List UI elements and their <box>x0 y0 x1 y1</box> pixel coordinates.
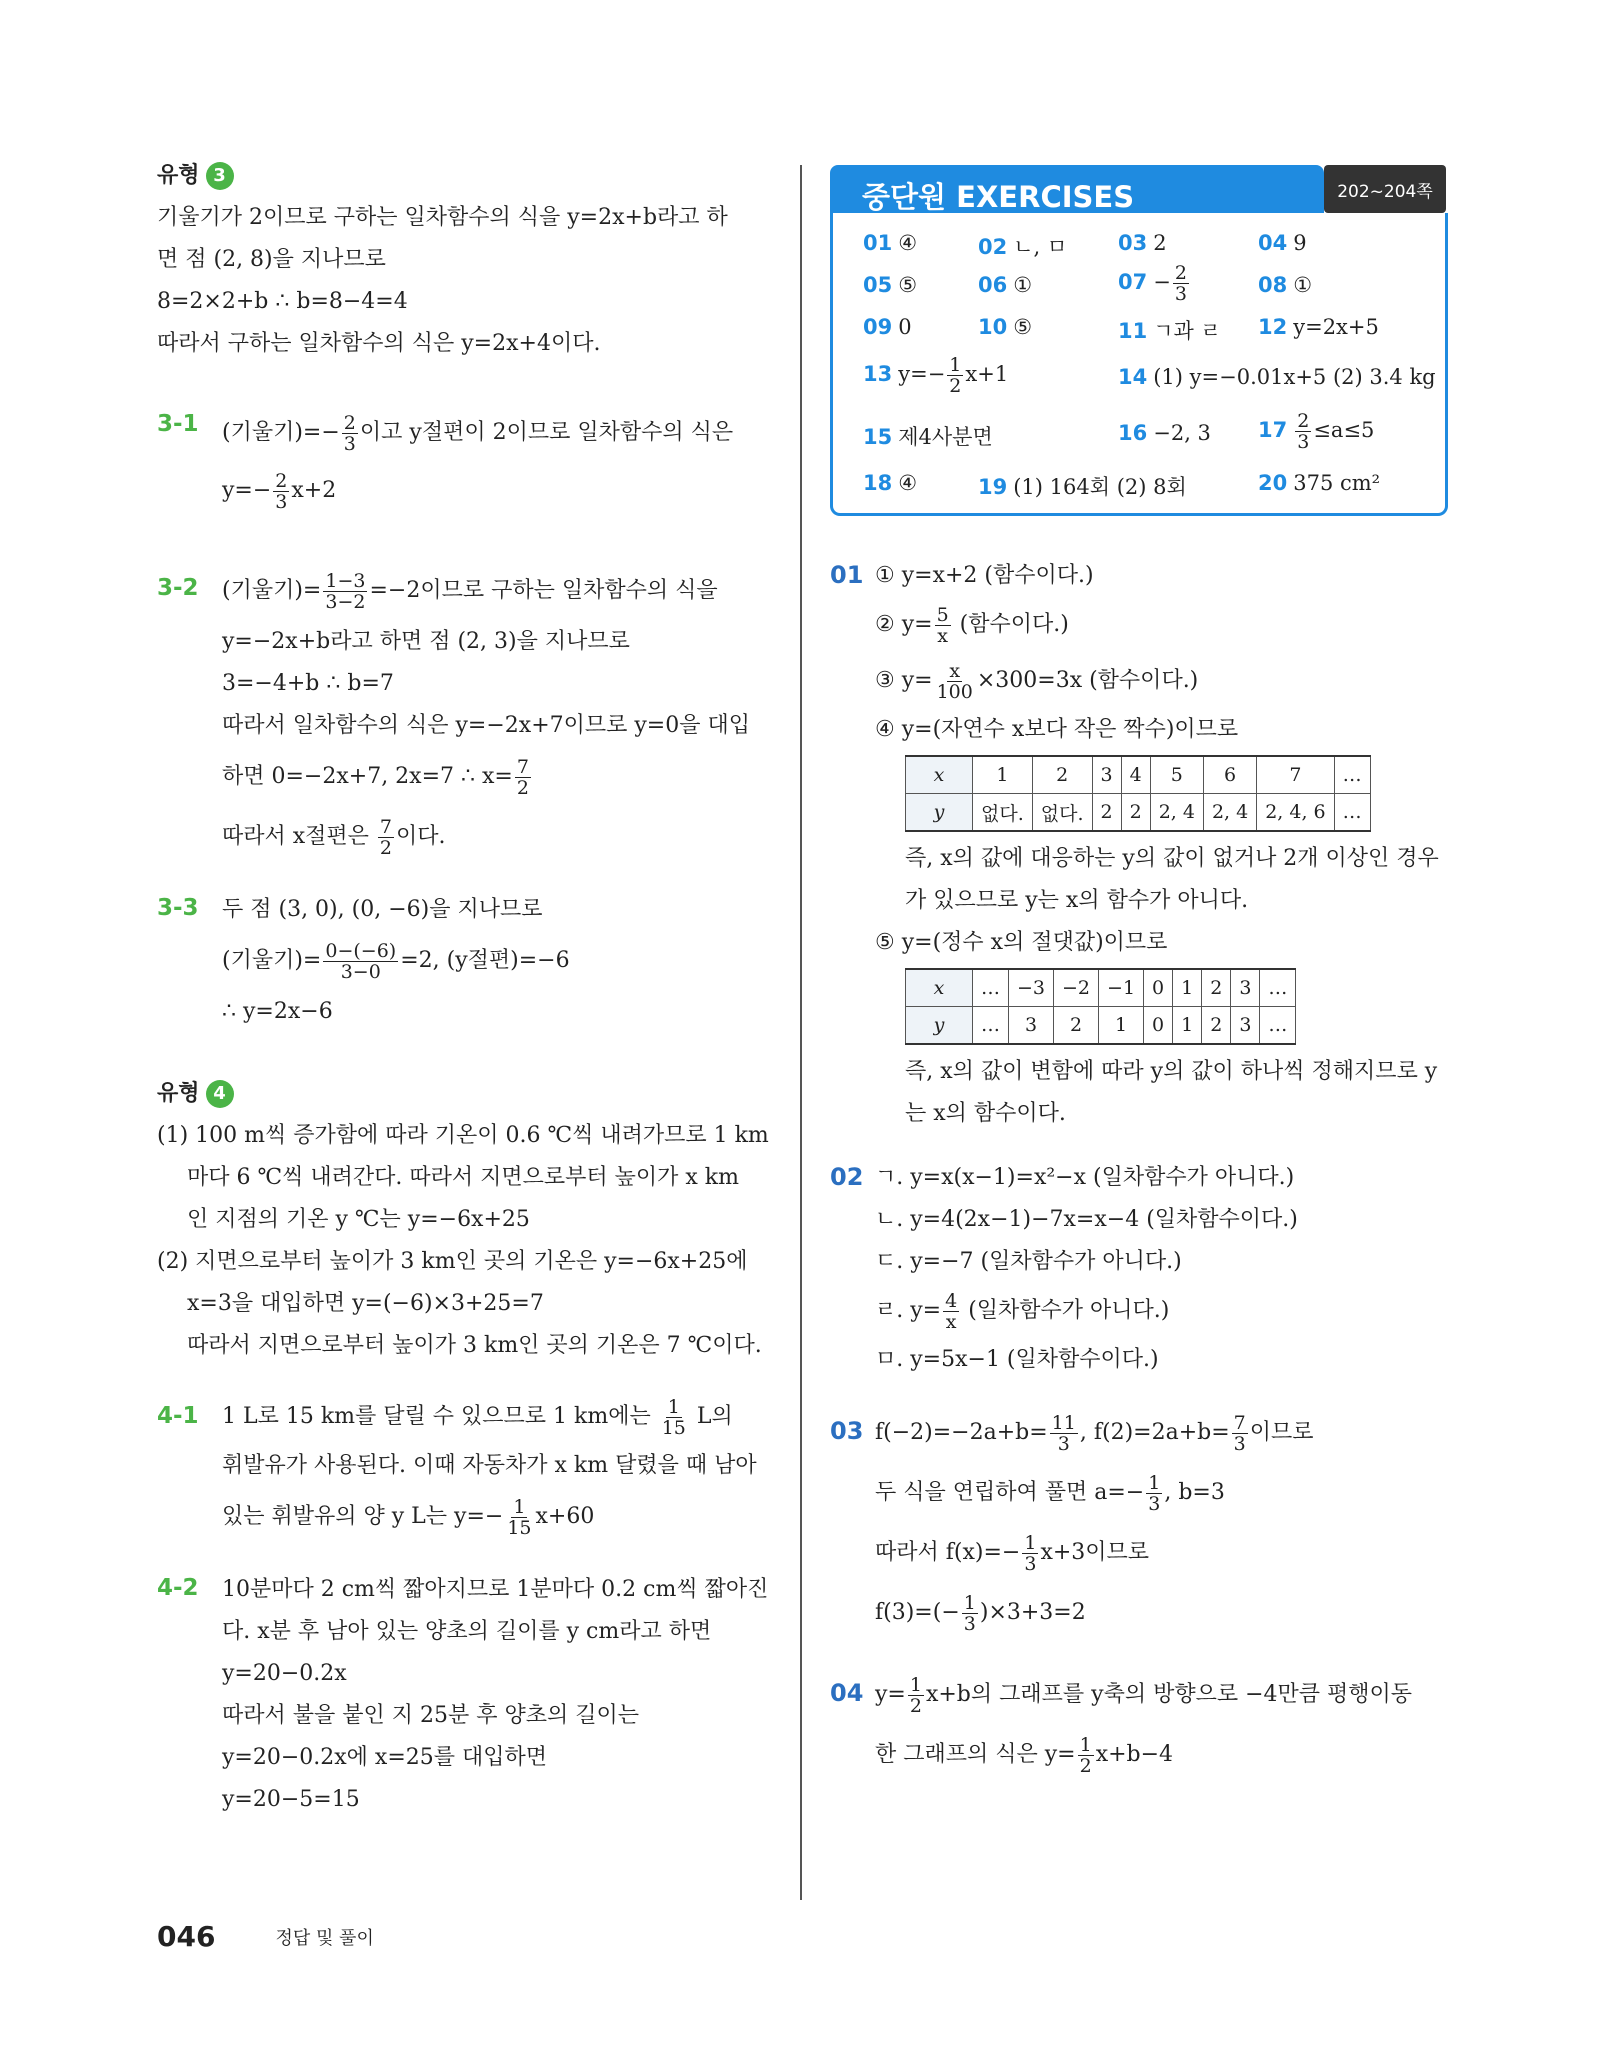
text-line: ㅁ. y=5x−1 (일차함수이다.) <box>875 1347 1159 1372</box>
fraction: $\frac{7}{2}$ <box>379 815 392 859</box>
table-cell: 3 <box>1009 1007 1054 1045</box>
table-cell: −2 <box>1054 969 1099 1007</box>
type-label: 유형 <box>157 1081 200 1106</box>
question-number: 03 <box>830 1417 864 1445</box>
text-line: ㄱ. y=x(x−1)=x²−x (일차함수가 아니다.) <box>875 1165 1295 1190</box>
table-header-cell: y <box>906 794 973 832</box>
table-header-cell: y <box>906 1007 973 1045</box>
problem-3-3 <box>157 889 772 1033</box>
text: 있는 휘발유의 양 y L는 y=− <box>222 1504 504 1529</box>
table-cell: … <box>1334 756 1370 794</box>
problem-number: 3-2 <box>157 575 199 601</box>
type-4-heading <box>157 1073 772 1115</box>
table-cell: 6 <box>1203 756 1256 794</box>
text-line: 3=−4+b ∴ b=7 <box>222 671 394 696</box>
fraction: $\frac{1}{15}$ <box>661 1395 686 1439</box>
fraction: $\frac{1}{2}$ <box>1079 1733 1092 1777</box>
answer-14: 14 (1) y=−0.01x+5 (2) 3.4 kg <box>1118 365 1436 389</box>
text-line: 즉, x의 값이 변함에 따라 y의 값이 하나씩 정해지므로 y <box>905 1059 1438 1084</box>
problem-number: 3-3 <box>157 895 199 921</box>
solution-01: 01 ① y=x+2 (함수이다.) ② y= $\frac{5}{x}$ (함수이다.) ③ y= $\frac{x}{100}$ ×300=3x (함수이다.) ④ y=(자연수 x보다 작은 짝수)이므로 x 1 2 3 4 5 6 7 … y 없다. 없다. 2 2 2, 4 2, 4 2, 4, 6 … 즉, x의 값에 대응하는 y의 값이 없거나 2개 이상인 경우 가 있으므로 y는 x의 함수가 아니다. ⑤ y=(정수 x의 절댓값)이므로 x … −3 −2 −1 0 1 2 3 … y … 3 2 1 0 1 2 3 … 즉, x의 값이 변함에 따라 y의 값이 하나씩 정해지므로 y 는 x의 함수이다. <box>830 555 1450 1135</box>
table-cell: 3 <box>1231 969 1260 1007</box>
fraction: $\frac{2}{3}$ <box>343 411 356 455</box>
question-number: 02 <box>830 1163 864 1191</box>
question-number: 01 <box>830 561 864 589</box>
problem-number: 4-1 <box>157 1403 199 1429</box>
problem-4-2 <box>157 1569 772 1821</box>
text-line: 따라서 일차함수의 식은 y=−2x+7이므로 y=0을 대입 <box>222 713 750 738</box>
solution-02: 02 ㄱ. y=x(x−1)=x²−x (일차함수가 아니다.) ㄴ. y=4(2x−1)−7x=x−4 (일차함수이다.) ㄷ. y=−7 (일차함수가 아니다.) ㄹ. y= $\frac{4}{x}$ (일차함수가 아니다.) ㅁ. y=5x−1 (일차함수이다.) <box>830 1157 1450 1381</box>
text-line: 두 점 (3, 0), (0, −6)을 지나므로 <box>222 897 543 922</box>
fraction: $\frac{0-(-6)}{3-0}$ <box>325 939 397 983</box>
text-line: 따라서 구하는 일차함수의 식은 y=2x+4이다. <box>157 331 601 356</box>
fraction: $\frac{1}{3}$ <box>1148 1471 1161 1515</box>
answer-15: 15 제4사분면 <box>863 425 993 449</box>
fraction: $\frac{7}{2}$ <box>516 755 529 799</box>
text: 1 L로 15 km를 달릴 수 있으므로 1 km에는 <box>222 1404 658 1429</box>
text-line: 면 점 (2, 8)을 지나므로 <box>157 247 386 272</box>
text: =−2이므로 구하는 일차함수의 식을 <box>369 578 718 603</box>
text-line: 인 지점의 기온 y ℃는 y=−6x+25 <box>187 1207 530 1232</box>
table-cell: … <box>973 969 1009 1007</box>
table-cell: … <box>1260 1007 1296 1045</box>
exercises-box <box>830 155 1448 517</box>
text-line: 다. x분 후 남아 있는 양초의 길이를 y cm라고 하면 <box>222 1619 712 1644</box>
table-cell: −3 <box>1009 969 1054 1007</box>
text-line: 10분마다 2 cm씩 짧아지므로 1분마다 0.2 cm씩 짧아진 <box>222 1577 769 1602</box>
table-cell: … <box>1334 794 1370 832</box>
text-line: ㄷ. y=−7 (일차함수가 아니다.) <box>875 1249 1182 1274</box>
table-cell: 없다. <box>973 794 1033 832</box>
answer-03: 03 2 <box>1118 231 1167 255</box>
text-line: y=20−0.2x <box>222 1661 347 1686</box>
text-line: y=20−0.2x에 x=25를 대입하면 <box>222 1745 548 1770</box>
text: 이다. <box>396 824 446 849</box>
text: y=− <box>222 478 272 503</box>
left-column <box>157 155 772 1821</box>
text: (기울기)= <box>222 578 322 603</box>
table-cell: 없다. <box>1032 794 1092 832</box>
text-line: (2) 지면으로부터 높이가 3 km인 곳의 기온은 y=−6x+25에 <box>157 1249 748 1274</box>
text-line: 즉, x의 값에 대응하는 y의 값이 없거나 2개 이상인 경우 <box>905 846 1439 871</box>
text-line: 는 x의 함수이다. <box>905 1101 1066 1126</box>
solution-03: 03 f(−2)=−2a+b= $\frac{11}{3}$ , f(2)=2a+b= $\frac{7}{3}$ 이므로 두 식을 연립하여 풀면 a=− $\frac{1}{3}$ , b=3 따라서 f(x)=− $\frac{1}{3}$ x+3이므로 f(3)=(− $\frac{1}{3}$ )×3+3=2 <box>830 1411 1314 1635</box>
text: 따라서 x절편은 <box>222 824 376 849</box>
text: x+60 <box>535 1504 595 1529</box>
table-cell: 1 <box>1173 1007 1202 1045</box>
table-cell: 1 <box>1099 1007 1144 1045</box>
table-cell: 0 <box>1144 1007 1173 1045</box>
table-header-cell: x <box>906 969 973 1007</box>
answer-07: 07 − $\frac{2}{3}$ <box>1118 262 1187 305</box>
column-divider <box>800 165 802 1900</box>
problem-4-1 <box>157 1389 772 1547</box>
text-line: 8=2×2+b ∴ b=8−4=4 <box>157 289 408 314</box>
page-footer <box>157 1920 374 1953</box>
text-line: ① y=x+2 (함수이다.) <box>875 563 1094 588</box>
table-cell: 4 <box>1121 756 1150 794</box>
table-cell: 2, 4 <box>1203 794 1256 832</box>
answer-05: 05 ⑤ <box>863 273 918 297</box>
fraction: $\frac{1}{3}$ <box>963 1591 976 1635</box>
text: 하면 0=−2x+7, 2x=7 ∴ x= <box>222 764 513 789</box>
answer-01: 01 ④ <box>863 231 918 255</box>
solution-04: 04 y= $\frac{1}{2}$ x+b의 그래프를 y축의 방향으로 −4만큼 평행이동 한 그래프의 식은 y= $\frac{1}{2}$ x+b−4 <box>830 1673 1413 1777</box>
table-cell: 2 <box>1202 969 1231 1007</box>
value-table-2 <box>905 968 1296 1045</box>
page-number: 046 <box>157 1920 216 1953</box>
fraction: $\frac{7}{3}$ <box>1233 1411 1246 1455</box>
text-line: (1) 100 m씩 증가함에 따라 기온이 0.6 ℃씩 내려가므로 1 km <box>157 1123 769 1148</box>
answer-19: 19 (1) 164회 (2) 8회 <box>978 475 1187 499</box>
fraction: $\frac{1-3}{3-2}$ <box>325 569 366 613</box>
table-cell: 0 <box>1144 969 1173 1007</box>
text: =2, (y절편)=−6 <box>400 948 570 973</box>
question-number: 04 <box>830 1679 864 1707</box>
problem-number: 4-2 <box>157 1575 199 1601</box>
answer-12: 12 y=2x+5 <box>1258 315 1379 339</box>
answer-13: 13 y=− $\frac{1}{2}$ x+1 <box>863 354 1009 397</box>
table-cell: 1 <box>1173 969 1202 1007</box>
text-line: x=3을 대입하면 y=(−6)×3+25=7 <box>187 1291 544 1316</box>
table-cell: … <box>1260 969 1296 1007</box>
answer-17: 17 $\frac{2}{3}$ ≤a≤5 <box>1258 410 1375 453</box>
text-line: 기울기가 2이므로 구하는 일차함수의 식을 y=2x+b라고 하 <box>157 205 728 230</box>
problem-number: 3-1 <box>157 411 199 437</box>
text-line: 마다 6 ℃씩 내려간다. 따라서 지면으로부터 높이가 x km <box>187 1165 739 1190</box>
text: 이고 y절편이 2이므로 일차함수의 식은 <box>359 420 734 445</box>
footer-title: 정답 및 풀이 <box>275 1927 374 1949</box>
answers-grid <box>830 213 1448 516</box>
text: (기울기)=− <box>222 420 340 445</box>
text-line: ∴ y=2x−6 <box>222 999 333 1024</box>
type-number-badge: 3 <box>206 162 234 190</box>
table-cell: 2 <box>1032 756 1092 794</box>
answer-10: 10 ⑤ <box>978 315 1033 339</box>
text-line: y=−2x+b라고 하면 점 (2, 3)을 지나므로 <box>222 629 630 654</box>
text: x+2 <box>291 478 337 503</box>
text: (기울기)= <box>222 948 322 973</box>
text-line: 휘발유가 사용된다. 이때 자동차가 x km 달렸을 때 남아 <box>222 1453 757 1478</box>
answer-09: 09 0 <box>863 315 912 339</box>
problem-3-2 <box>157 561 772 867</box>
page-range-tag: 202~204쪽 <box>1324 165 1446 213</box>
answer-08: 08 ① <box>1258 273 1313 297</box>
text-line: 따라서 불을 붙인 지 25분 후 양초의 길이는 <box>222 1703 639 1728</box>
fraction: $\frac{2}{3}$ <box>275 469 288 513</box>
answer-11: 11 ㄱ과 ㄹ <box>1118 319 1221 343</box>
table-cell: 2, 4 <box>1150 794 1203 832</box>
answer-16: 16 −2, 3 <box>1118 421 1211 445</box>
table-cell: 7 <box>1257 756 1334 794</box>
fraction: $\frac{5}{x}$ <box>936 603 949 647</box>
text-line: 따라서 지면으로부터 높이가 3 km인 곳의 기온은 7 ℃이다. <box>187 1333 762 1358</box>
table-cell: 2 <box>1202 1007 1231 1045</box>
table-cell: 1 <box>973 756 1033 794</box>
fraction: $\frac{11}{3}$ <box>1051 1411 1076 1455</box>
type-number-badge: 4 <box>206 1080 234 1108</box>
exercises-header <box>830 165 1324 213</box>
type-3-heading <box>157 155 772 197</box>
text: L의 <box>689 1404 733 1429</box>
text-line: ⑤ y=(정수 x의 절댓값)이므로 <box>875 930 1168 955</box>
table-cell: −1 <box>1099 969 1144 1007</box>
text-line: ㄴ. y=4(2x−1)−7x=x−4 (일차함수이다.) <box>875 1207 1298 1232</box>
answer-20: 20 375 cm² <box>1258 471 1381 495</box>
fraction: $\frac{x}{100}$ <box>936 659 973 703</box>
table-cell: … <box>973 1007 1009 1045</box>
table-cell: 2, 4, 6 <box>1257 794 1334 832</box>
table-cell: 2 <box>1054 1007 1099 1045</box>
fraction: $\frac{1}{3}$ <box>1024 1531 1037 1575</box>
type-label: 유형 <box>157 163 200 188</box>
answer-04: 04 9 <box>1258 231 1307 255</box>
answer-18: 18 ④ <box>863 471 918 495</box>
fraction: $\frac{1}{15}$ <box>507 1495 532 1539</box>
text-line: y=20−5=15 <box>222 1787 360 1812</box>
text-line: 가 있으므로 y는 x의 함수가 아니다. <box>905 888 1249 913</box>
fraction: $\frac{1}{2}$ <box>909 1673 922 1717</box>
text-line: ④ y=(자연수 x보다 작은 짝수)이므로 <box>875 717 1239 742</box>
table-header-cell: x <box>906 756 973 794</box>
table-cell: 2 <box>1121 794 1150 832</box>
table-cell: 5 <box>1150 756 1203 794</box>
value-table-1 <box>905 755 1371 832</box>
table-cell: 3 <box>1092 756 1121 794</box>
answer-06: 06 ① <box>978 273 1033 297</box>
exercises-title: 중단원 EXERCISES <box>862 180 1135 214</box>
fraction: $\frac{4}{x}$ <box>945 1289 958 1333</box>
table-cell: 2 <box>1092 794 1121 832</box>
answer-02: 02 ㄴ, ㅁ <box>978 235 1068 259</box>
table-cell: 3 <box>1231 1007 1260 1045</box>
problem-3-1 <box>157 405 772 521</box>
